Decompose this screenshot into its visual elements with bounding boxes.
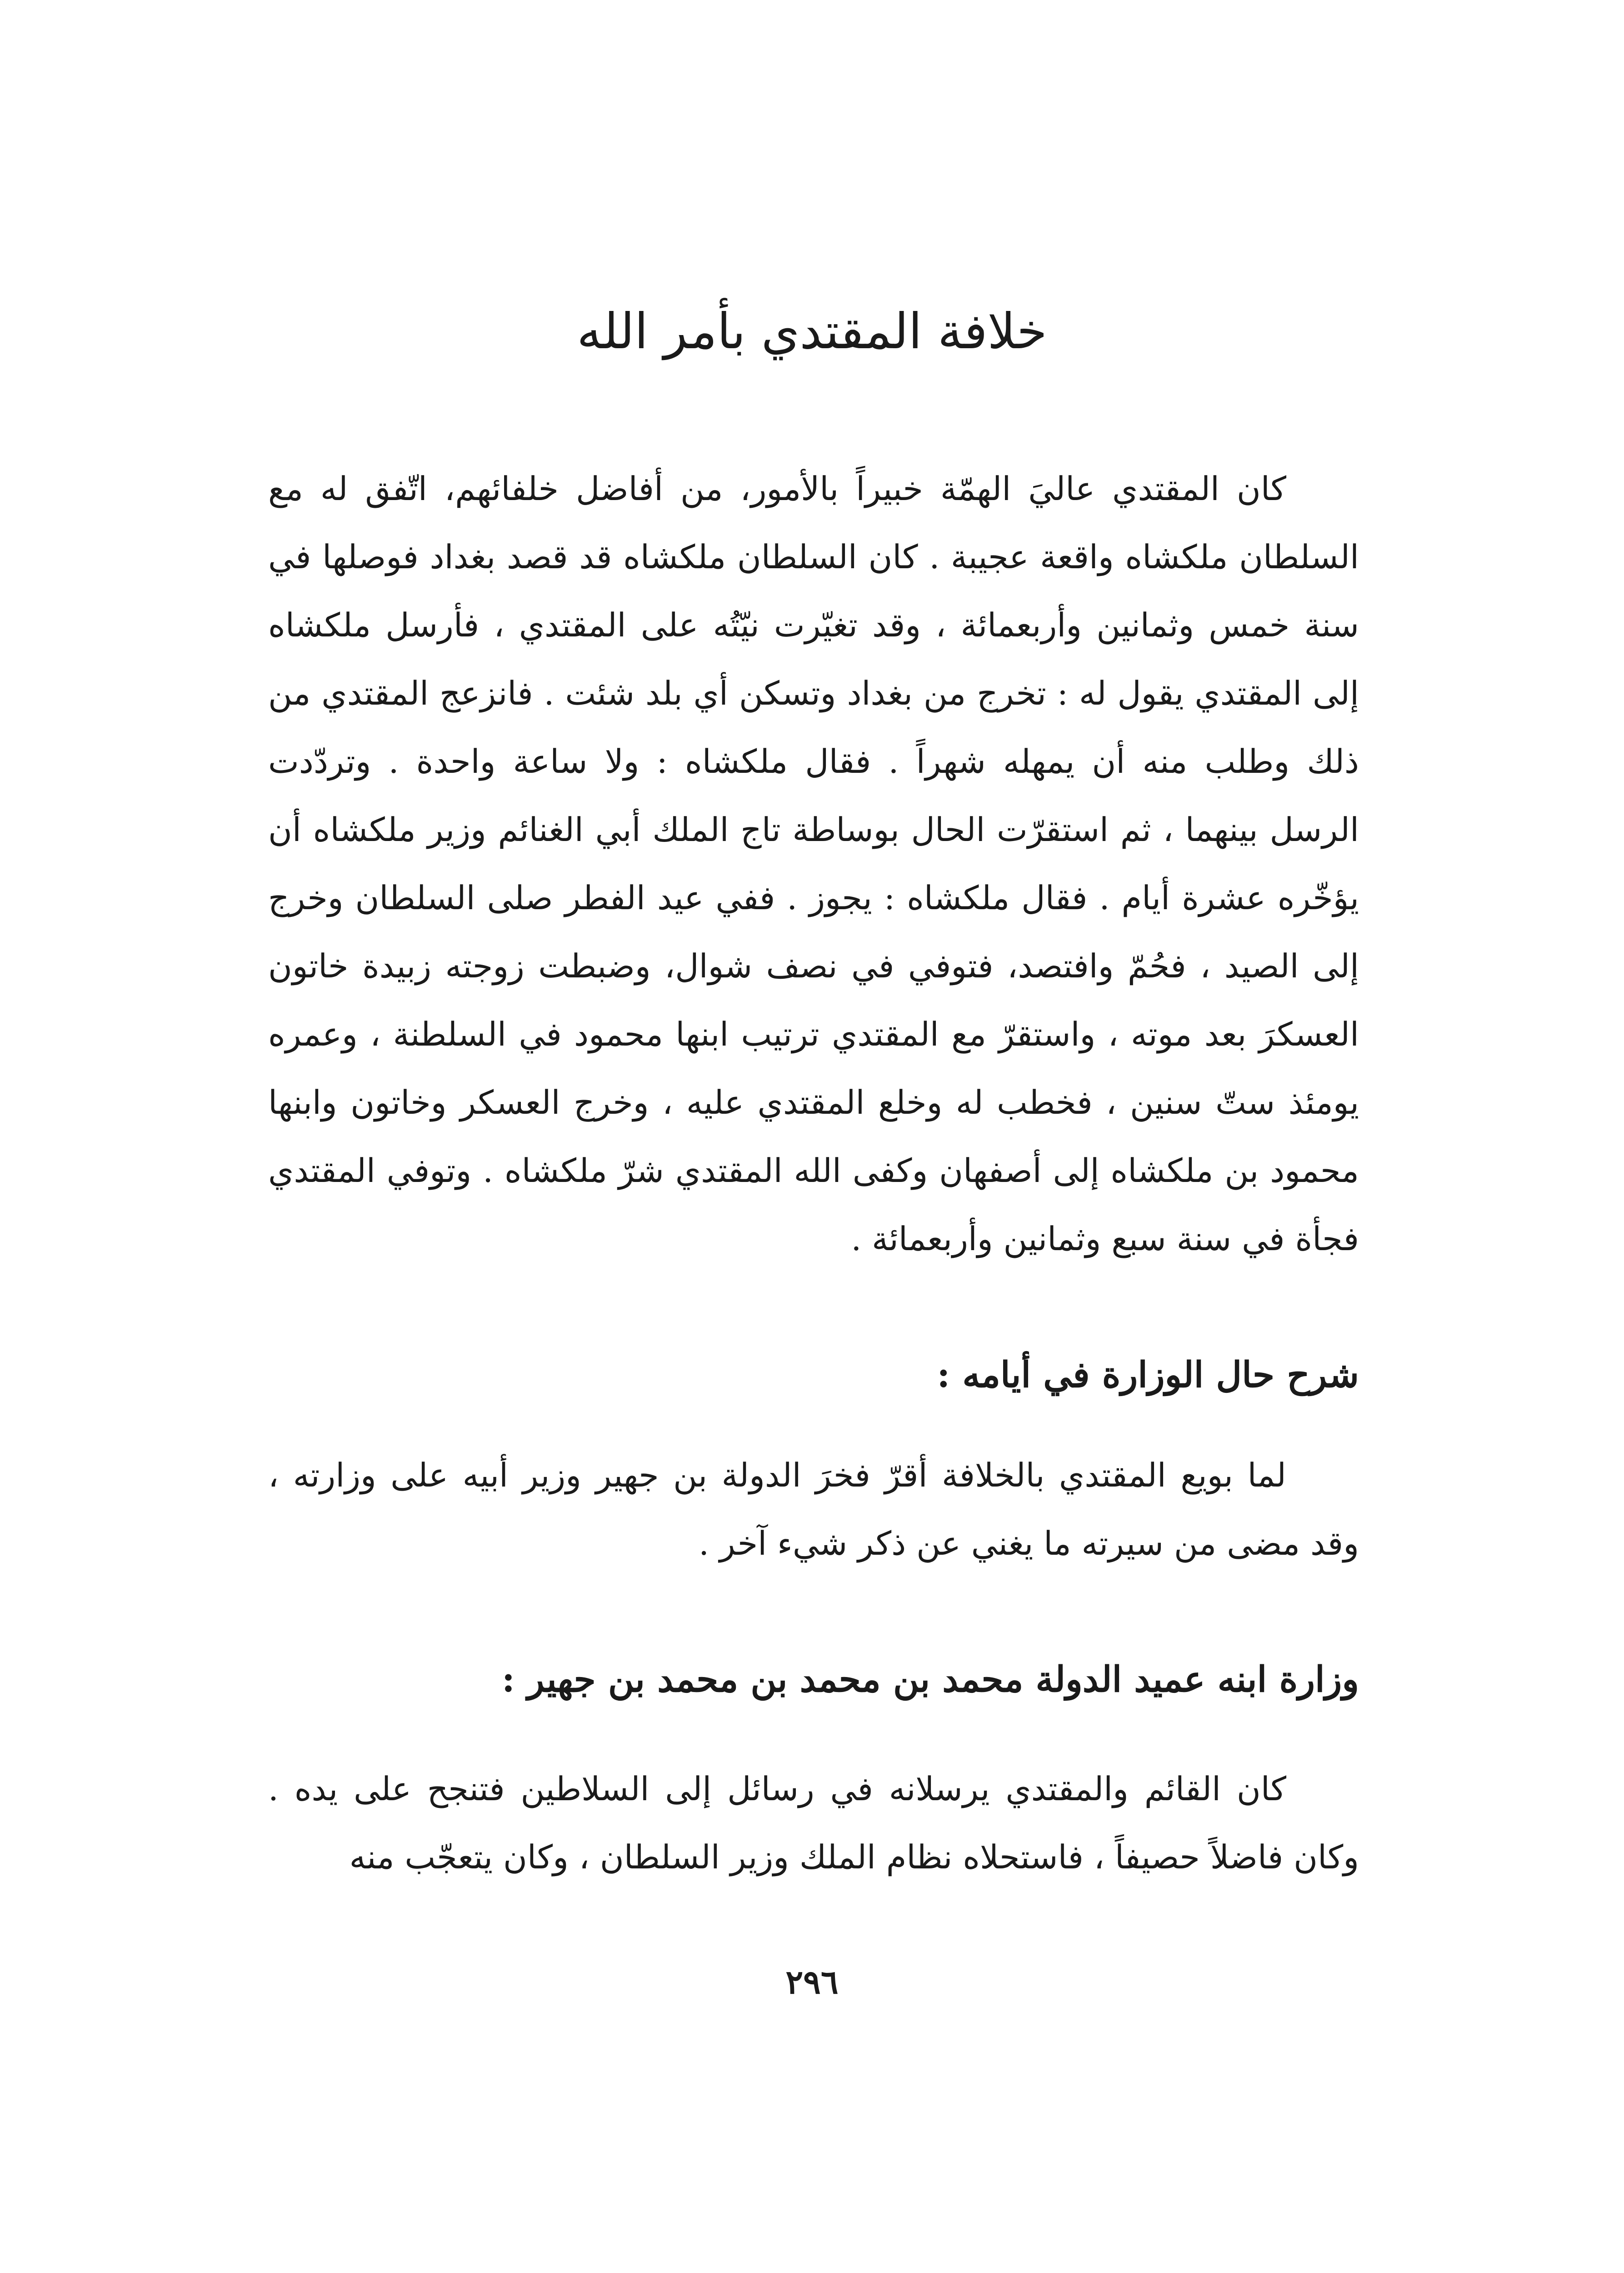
section-heading-amid-vizierate: وزارة ابنه عميد الدولة محمد بن محمد بن محمد بن جهير : <box>501 1659 1359 1700</box>
amid-vizierate-paragraph: كان القائم والمقتدي يرسلانه في رسائل إلى السلاطين فتنجح على يده . وكان فاضلاً حصيفاً ، فاستحلاه نظام الملك وزير السلطان ، وكان يتعجّب منه <box>268 1770 1359 1876</box>
page-number: ٢٩٦ <box>785 1963 839 2001</box>
vizier-state-paragraph: لما بويع المقتدي بالخلافة أقرّ فخرَ الدولة بن جهير وزير أبيه على وزارته ، وقد مضى من سيرته ما يغني عن ذكر شيء آخر . <box>268 1456 1359 1562</box>
section-heading-vizier-state: شرح حال الوزارة في أيامه : <box>937 1354 1359 1396</box>
intro-paragraph: كان المقتدي عاليَ الهمّة خبيراً بالأمور، من أفاضل خلفائهم، اتّفق له مع السلطان ملكشاه واقعة عجيبة . كان السلطان ملكشاه قد قصد بغداد فوصلها في سنة خمس وثمانين وأربعمائة ، وقد تغيّرت نيّتُه على المقتدي ، فأرسل ملكشاه إلى المقتدي يقول له : تخرج من بغداد وتسكن أي بلد شئت . فانزعج المقتدي من ذلك وطلب منه أن يمهله شهراً . فقال ملكشاه : ولا ساعة واحدة . وتردّدت الرسل بينهما ، ثم استقرّت الحال بوساطة تاج الملك أبي الغنائم وزير ملكشاه أن يؤخّره عشرة أيام . فقال ملكشاه : يجوز . ففي عيد الفطر صلى السلطان وخرج إلى الصيد ، فحُمّ وافتصد، فتوفي في نصف شوال، وضبطت زوجته زبيدة خاتون العسكرَ بعد موته ، واستقرّ مع المقتدي ترتيب ابنها محمود في السلطنة ، وعمره يومئذ ستّ سنين ، فخطب له وخلع المقتدي عليه ، وخرج العسكر وخاتون وابنها محمود بن ملكشاه إلى أصفهان وكفى الله المقتدي شرّ ملكشاه . وتوفي المقتدي فجأة في سنة سبع وثمانين وأربعمائة . <box>268 470 1359 1258</box>
chapter-title: خلافة المقتدي بأمر الله <box>577 303 1047 360</box>
